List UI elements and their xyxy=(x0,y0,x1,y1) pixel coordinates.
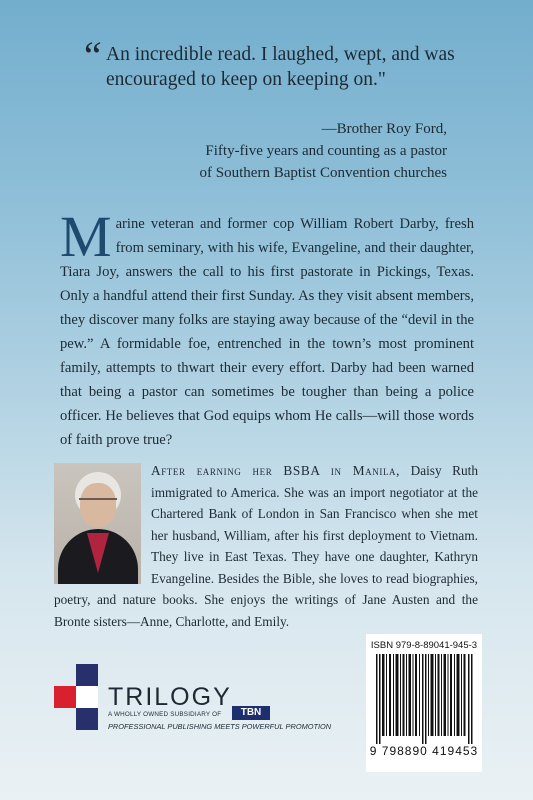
isbn-label: ISBN 979-8-89041-945-3 xyxy=(370,640,478,651)
endorsement-quote-mark: “ xyxy=(80,33,103,78)
blurb-dropcap: M xyxy=(60,204,112,269)
publisher-name: TRILOGY xyxy=(108,683,232,711)
barcode-bars xyxy=(374,654,474,744)
logo-square-white xyxy=(76,686,98,708)
barcode-box xyxy=(366,634,482,772)
logo-square-navy-bottom xyxy=(76,708,98,730)
endorsement-role-line2: of Southern Baptist Convention churches xyxy=(199,165,447,181)
logo-square-navy-top xyxy=(76,664,98,686)
author-bio-lead: After earning her BSBA in Manila, xyxy=(151,463,401,478)
synopsis-blurb xyxy=(60,204,474,452)
endorsement-quote: An incredible read. I laughed, wept, and was encouraged to keep on keeping on." xyxy=(106,44,455,90)
endorsement-attribution xyxy=(200,118,447,184)
author-bio-text: Daisy Ruth immigrated to America. She was an import negotiator at the Chartered Bank of London in San Francisco when she met her husband, William, after his first deployment to Vietnam. They live in East Texas. They have one daughter, Kathryn Evangeline. Besides the Bible, she loves to read biographies, poetry, and nature books. She enjoys the writings of Jane Austen and the Bronte sisters—Anne, Charlotte, and Emily. xyxy=(54,463,478,629)
publisher-subsidiary: A WHOLLY OWNED SUBSIDIARY OF xyxy=(108,711,222,718)
publisher-logo xyxy=(54,664,344,744)
publisher-parent-logo: TBN xyxy=(232,706,270,720)
endorsement-role-line1: Fifty-five years and counting as a pastor xyxy=(205,143,447,159)
author-photo xyxy=(54,463,141,584)
publisher-tagline: PROFESSIONAL PUBLISHING MEETS POWERFUL PROMOTION xyxy=(108,722,332,731)
barcode-digits: 9 798890 419453 xyxy=(369,744,479,758)
logo-square-red xyxy=(54,686,76,708)
blurb-text: arine veteran and former cop William Robert Darby, fresh from seminary, with his wife, Evangeline, and their daughter, Tiara Joy, answers the call to his first pastorate in Pickings, Texas. Only a handful attend their first Sunday. As they visit absent members, they discover many folks are staying away because of the “devil in the pew.” A formidable foe, entrenched in the town’s most prominent family, attempts to thwart their every effort. Darby had been warned that being a pastor can sometimes be tougher than being a police officer. He believes that God equips whom He calls—will those words of faith prove true? xyxy=(60,216,474,448)
endorsement-author: —Brother Roy Ford, xyxy=(321,121,447,137)
author-bio xyxy=(54,460,478,632)
